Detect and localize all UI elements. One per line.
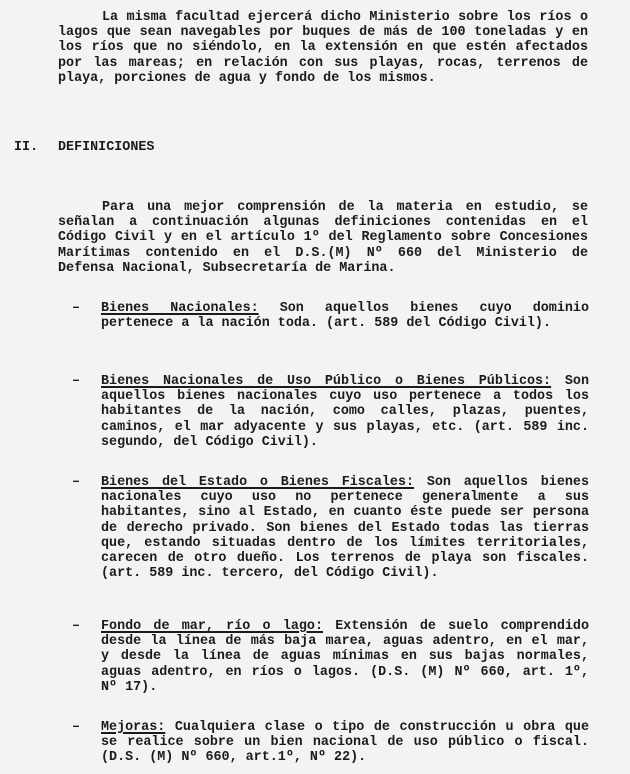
definition-term: Fondo de mar, río o lago: <box>101 619 323 634</box>
definition-text: Extensión de suelo comprendido desde la línea de más baja marea, aguas adentro, en el mar, y desde la línea de aguas mínimas en sus bajas normales, aguas adentro, en ríos o lagos. (D.S. (M) Nº 660, art. 1º, Nº 17). <box>101 619 589 695</box>
definition-term: Bienes Nacionales: <box>101 301 259 316</box>
section-title: DEFINICIONES <box>58 140 155 155</box>
intro-paragraph <box>58 10 588 86</box>
bullet-dash: – <box>72 301 81 316</box>
definition-term: Bienes del Estado o Bienes Fiscales: <box>101 475 415 490</box>
section-paragraph-text: Para una mejor comprensión de la materia en estudio, se señalan a continuación algunas definiciones contenidas en el Código Civil y en el artículo 1º del Reglamento sobre Concesiones Marítimas contenido en el D.S.(M) Nº 660 del Ministerio de Defensa Nacional, Subsecretaría de Marina. <box>58 200 588 276</box>
bullet-dash: – <box>72 374 81 389</box>
definition-body <box>101 619 589 695</box>
section-heading <box>14 140 154 155</box>
intro-paragraph-text: La misma facultad ejercerá dicho Ministerio sobre los ríos o lagos que sean navegables por buques de más de 100 toneladas y en los ríos que no siéndolo, en la extensión en que estén afectados por las mareas; en relación con sus playas, rocas, terrenos de playa, porciones de agua y fondo de los mismos. <box>58 10 588 86</box>
definition-body <box>101 374 589 450</box>
bullet-dash: – <box>72 475 81 490</box>
section-paragraph <box>58 200 588 276</box>
definition-body <box>101 720 589 766</box>
definition-body <box>101 301 589 331</box>
definition-text: Son aquellos bienes nacionales cuyo uso no pertenece generalmente a sus habitantes, sino al Estado, en cuanto éste puede ser persona de derecho privado. Son bienes del Estado todas las tierras que, estando situadas dentro de los límites territoriales, carecen de otro dueño. Los terrenos de playa son fiscales. (art. 589 inc. tercero, del Código Civil). <box>101 475 589 582</box>
bullet-dash: – <box>72 619 81 634</box>
definition-body <box>101 475 589 581</box>
definition-term: Bienes Nacionales de Uso Público o Bienes Públicos: <box>101 374 552 389</box>
definition-term: Mejoras: <box>101 720 166 735</box>
definition-text: Son aquellos bienes cuyo dominio pertenece a la nación toda. (art. 589 del Código Civil). <box>101 301 589 332</box>
section-number: II. <box>14 140 39 155</box>
definition-text: Cualquiera clase o tipo de construcción u obra que se realice sobre un bien nacional de uso público o fiscal. (D.S. (M) Nº 660, art.1º, Nº 22). <box>101 720 589 766</box>
definition-text: Son aquellos bienes nacionales cuyo uso pertenece a todos los habitantes de la nación, como calles, plazas, puentes, caminos, el mar adyacente y sus playas, etc. (art. 589 inc. segundo, del Código Civil). <box>101 374 589 450</box>
bullet-dash: – <box>72 720 81 735</box>
